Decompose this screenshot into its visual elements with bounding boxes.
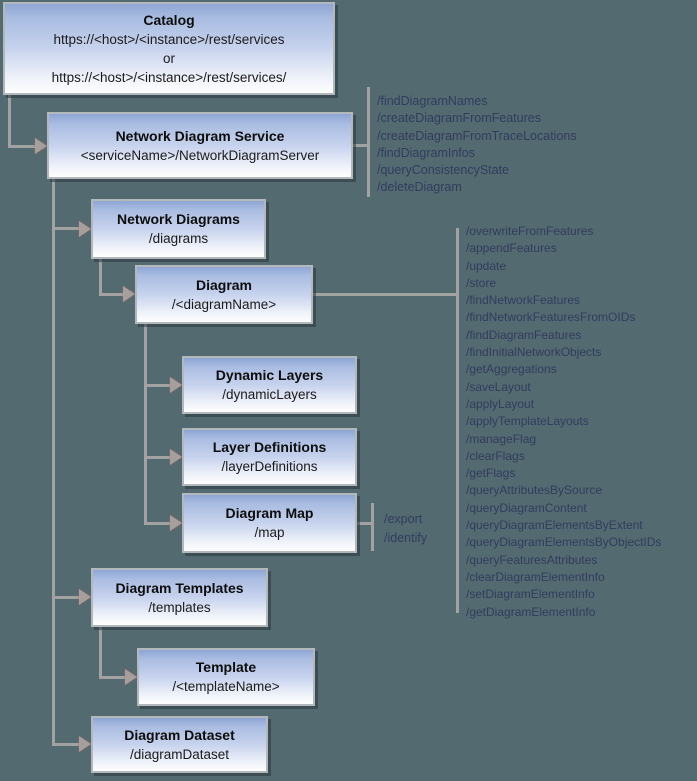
operation-label: /identify: [384, 530, 428, 545]
connector-line: [313, 293, 459, 296]
node-path: /diagrams: [148, 231, 209, 246]
operation-label: /queryDiagramContent: [466, 500, 587, 515]
node-title: Template: [195, 659, 257, 675]
node-template: [137, 648, 315, 706]
node-path: /<diagramName>: [171, 296, 277, 312]
operation-label: /appendFeatures: [466, 241, 557, 256]
operation-label: /createDiagramFromFeatures: [377, 111, 541, 126]
catalog-or-label: or: [162, 50, 175, 66]
operation-label: /overwriteFromFeatures: [466, 224, 594, 238]
arrowhead-icon: [79, 736, 91, 752]
node-title: Network Diagram Service: [115, 127, 285, 144]
operation-label: /setDiagramElementInfo: [466, 587, 595, 602]
node-title: Network Diagrams: [117, 211, 240, 227]
operation-label: /clearFlags: [466, 448, 525, 463]
node-title: Diagram Templates: [115, 579, 244, 596]
node-title: Layer Definitions: [212, 439, 327, 455]
operation-label: /queryDiagramElementsByExtent: [466, 518, 643, 533]
arrowhead-icon: [35, 138, 47, 154]
catalog-title: Catalog: [143, 11, 195, 28]
operation-label: /queryDiagramElementsByObjectIDs: [466, 535, 662, 550]
connector-line: [456, 228, 459, 613]
operation-label: /clearDiagramElementInfo: [466, 569, 605, 584]
node-path: /<templateName>: [172, 679, 280, 694]
operation-label: /store: [466, 275, 497, 290]
operation-label: /applyLayout: [466, 396, 535, 411]
diagram-operations-list: [466, 223, 661, 621]
operation-label: /getFlags: [466, 466, 516, 481]
node-layer-definitions: [182, 428, 357, 486]
node-network-diagrams: [91, 199, 266, 259]
connector-line: [99, 259, 102, 296]
operation-label: /findDiagramNames: [377, 94, 488, 108]
node-path: /dynamicLayers: [222, 387, 317, 402]
operation-label: /update: [466, 258, 507, 273]
node-path: <serviceName>/NetworkDiagramServer: [80, 147, 320, 163]
connector-line: [52, 743, 79, 746]
operation-label: /findDiagramFeatures: [466, 327, 582, 342]
node-diagram-map: [182, 493, 357, 553]
connector-line: [52, 596, 79, 599]
node-title: Dynamic Layers: [215, 367, 324, 383]
operation-label: /createDiagramFromTraceLocations: [377, 128, 577, 143]
node-diagram-templates: [91, 568, 268, 627]
node-diagram: [135, 265, 313, 324]
connector-line: [99, 676, 125, 679]
operation-label: /export: [384, 512, 423, 526]
connector-line: [144, 384, 170, 387]
operation-label: /getDiagramElementInfo: [466, 604, 596, 619]
operation-label: /applyTemplateLayouts: [466, 414, 589, 429]
arrowhead-icon: [170, 449, 182, 465]
arrowhead-icon: [170, 377, 182, 393]
connector-line: [99, 627, 102, 679]
connector-line: [99, 293, 123, 296]
operation-label: /getAggregations: [466, 362, 557, 377]
connector-line: [144, 522, 170, 525]
connector-line: [52, 227, 79, 230]
operation-label: /queryAttributesBySource: [466, 483, 603, 498]
node-path: /map: [254, 525, 285, 540]
operation-label: /findDiagramInfos: [377, 145, 475, 160]
operation-label: /findNetworkFeaturesFromOIDs: [466, 310, 636, 325]
map-operations-list: [384, 510, 427, 547]
connector-line: [367, 87, 370, 197]
connector-line: [8, 95, 11, 148]
node-dynamic-layers: [182, 356, 357, 414]
node-title: Diagram Map: [225, 505, 314, 521]
node-network-diagram-service: [47, 112, 353, 179]
connector-line: [371, 503, 374, 551]
catalog-url-2: https://<host>/<instance>/rest/services/: [51, 69, 287, 85]
node-path: /layerDefinitions: [221, 459, 318, 474]
arrowhead-icon: [170, 515, 182, 531]
operation-label: /saveLayout: [466, 379, 531, 394]
operation-label: /manageFlag: [466, 431, 537, 446]
service-operations-list: [377, 93, 577, 197]
operation-label: /queryConsistencyState: [377, 163, 510, 178]
node-path: /diagramDataset: [129, 746, 230, 762]
node-title: Diagram Dataset: [124, 726, 235, 743]
arrowhead-icon: [125, 669, 137, 685]
node-diagram-dataset: [91, 716, 268, 773]
connector-line: [144, 324, 147, 524]
node-catalog: [3, 2, 335, 95]
operation-label: /findInitialNetworkObjects: [466, 345, 602, 360]
arrowhead-icon: [79, 221, 91, 237]
node-path: /templates: [148, 599, 211, 615]
connector-line: [144, 456, 170, 459]
connector-line: [52, 179, 55, 746]
operation-label: /queryFeaturesAttributes: [466, 552, 598, 567]
node-title: Diagram: [195, 276, 253, 293]
operation-label: /deleteDiagram: [377, 180, 462, 195]
arrowhead-icon: [123, 286, 135, 302]
catalog-url-1: https://<host>/<instance>/rest/services: [53, 31, 285, 47]
arrowhead-icon: [79, 589, 91, 605]
operation-label: /findNetworkFeatures: [466, 293, 581, 308]
connector-line: [8, 145, 36, 148]
